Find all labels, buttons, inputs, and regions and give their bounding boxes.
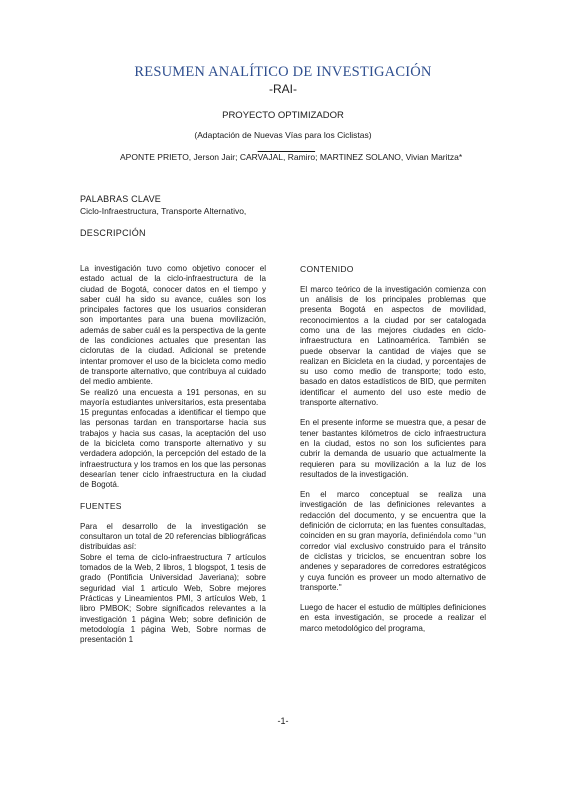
authors-part-2: ; MARTINEZ SOLANO, Vivian Maritza* [315,152,463,162]
project-subtitle: (Adaptación de Nuevas Vías para los Ciclistas) [194,130,372,140]
authors-line [120,152,462,162]
right-column [300,264,486,634]
content-paragraph-4: Luego de hacer el estudio de múltiples definiciones en esta investigación, se procede a realizar el marco metodológico del programa, [300,603,486,633]
document-title: RESUMEN ANALÍTICO DE INVESTIGACIÓN [134,64,432,80]
project-label: PROYECTO OPTIMIZADOR [222,110,344,121]
content-paragraph-3-a: En el marco conceptual se realiza una investigación de las definiciones relevantes a redacción del documento, y se encuentra que la definición de ciclorruta; en las fuentes consultadas, coinciden en su gran mayoría, [300,490,486,541]
description-paragraph-2: Se realizó una encuesta a 191 personas, en su mayoría estudiantes universitarios, esta presentaba 15 preguntas enfocadas a identificar el tiempo que las personas tardan en transportarse hacia sus trabajos y hacia sus casas, la aceptación del uso de la bicicleta como transporte alternativo y su verdadera adopción, la percepción del estado de la infraestructura y los tramos en los que las personas desearían tener ciclo infraestructura en la ciudad de Bogotá. [80,387,266,490]
authors-overline-part: VAJAL, Ramiro [257,152,316,162]
sources-paragraph-2: Sobre el tema de ciclo-infraestructura 7 artículos tomados de la Web, 2 libros, 1 blogspot, 1 tesis de grado (Pontificia Universidad Javeriana); sobre seguridad vial 1 articulo Web, Sobre mejores Prácticas y Lineamientos PMI, 3 artículos Web, 1 libro PMBOK; Sobre significados relevantes a la investigación 1 página Web; sobre definición de metodología 1 página Web, Sobre normas de presentación 1 [80,552,266,645]
content-paragraph-3 [300,490,486,593]
content-paragraph-2: En el presente informe se muestra que, a pesar de tener bastantes kilómetros de ciclo infraestructura en la ciudad, estos no son los suficientes para cubrir la demanda de usuario que actualmente la requieren para su movilización a la luz de los resultados de la investigación. [300,418,486,479]
left-column [80,264,266,645]
description-paragraph-1: La investigación tuvo como objetivo conocer el estado actual de la ciclo-infraestructura de la ciudad de Bogotá, conocer datos en el tiempo y saber cuál ha sido su avance, cuáles son los principales factores que los usuarios consideran son importantes para una buena movilización, además de saber cuál es la perspectiva de la gente de las condiciones actuales que presentan las ciclorutas de la ciudad. Adicional se pretende intentar promover el uso de la bicicleta como medio de transporte alternativo, que contribuya al cuidado del medio ambiente. [80,264,266,387]
content-paragraph-1: El marco teórico de la investigación comienza con un análisis de los principales problemas que presenta Bogotá en aspectos de movilidad, reconocimientos a la ciudad por ser catalogada como una de las mejores ciudades en ciclo-infraestructura en Latinoamérica. También se puede observar la cantidad de viajes que se realizan en Bicicleta en la ciudad, y porcentajes de su uso como medio de transporte; todo esto, basado en datos estadísticos de BID, que permiten identificar el aumento del uso este medio de transporte alternativo. [300,284,486,408]
document-subtitle: -RAI- [269,82,297,96]
description-heading: DESCRIPCIÓN [80,228,146,238]
sources-paragraph-1: Para el desarrollo de la investigación se consultaron un total de 20 referencias bibliográficas distribuidas así: [80,521,266,552]
authors-part-1: APONTE PRIETO, Jerson Jair; CAR [120,152,258,162]
content-paragraph-3-b: un corredor vial exclusivo construido para el tránsito de ciclistas y triciclos, se encuentran sobre los andenes y separadores de corredores estratégicos y cuya función es proveer un modo alternativo de transporte." [300,531,486,592]
sources-heading: FUENTES [80,501,122,512]
page-number: -1- [277,716,289,726]
keywords-heading: PALABRAS CLAVE [80,194,162,204]
content-paragraph-3-serif: definiéndola como " [411,531,477,541]
content-heading: CONTENIDO [300,264,354,274]
keywords-text: Ciclo-Infraestructura, Transporte Alternativo, [80,206,247,216]
